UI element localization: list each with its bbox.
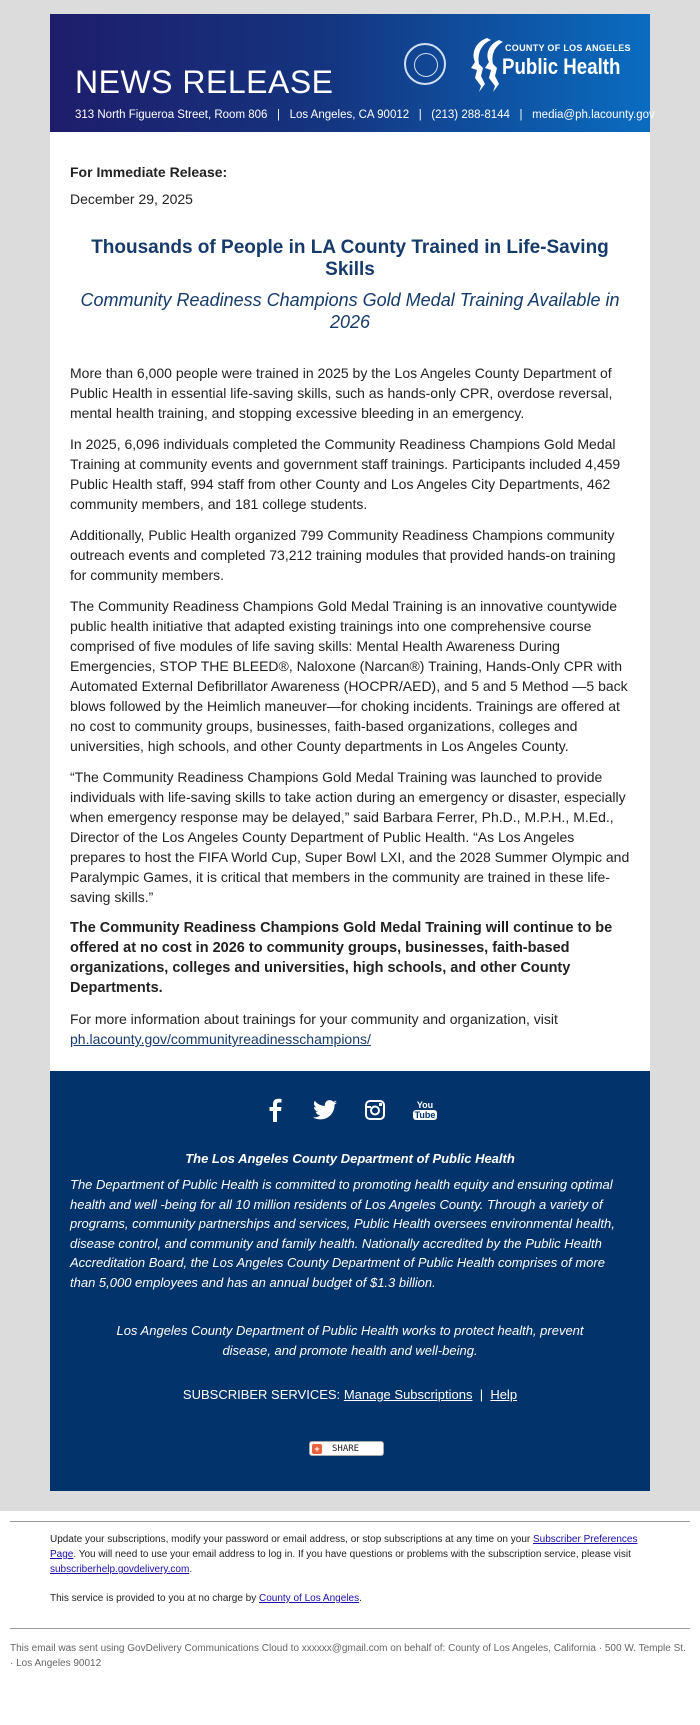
service-notice [50, 1591, 650, 1606]
public-health-logo-icon [465, 36, 505, 92]
release-title: Thousands of People in LA County Trained in Life-Saving Skills [91, 237, 609, 280]
service-text: This service is provided to you at no charge by [50, 1593, 259, 1604]
more-info-paragraph [70, 1009, 630, 1049]
paragraph: The Community Readiness Champions Gold Medal Training is an innovative countywide public health initiative that adapted existing trainings into one comprehensive course comprised of five modules of life saving skills: Mental Health Awareness During Emergencies, STOP THE BLEED®, Naloxone (Narcan®) Training, Hands-Only CPR with Automated External Defibrillator Awareness (HOCPR/AED), and 5 and 5 Method —5 back blows followed by the Heimlich maneuver—for choking incidents. Trainings are offered at no cost to community groups, businesses, faith-based organizations, colleges and universities, high schools, and other County departments in Los Angeles County. [70, 598, 628, 754]
footer-about: The Department of Public Health is committed to promoting health equity and ensuring optimal health and well -being for all 10 million residents of Los Angeles County. Through a variety of programs, community partnerships and services, Public Health oversees environmental health, disease control, and community and family health. Nationally accredited by the Public Health Accreditation Board, the Los Angeles County Department of Public Health comprises of more than 5,000 employees and has an annual budget of $1.3 billion. [70, 1177, 615, 1290]
youtube-tube-text: Tube [414, 1110, 436, 1120]
more-info-text: For more information about trainings for your community and organization, visit [70, 1011, 558, 1027]
release-body [50, 132, 650, 1071]
help-link[interactable]: Help [490, 1387, 518, 1402]
banner-title: NEWS RELEASE [75, 64, 334, 100]
divider [10, 1628, 690, 1629]
youtube-icon[interactable] [412, 1097, 438, 1123]
social-links [50, 1097, 650, 1123]
share-button[interactable] [309, 1441, 384, 1456]
quote-paragraph: “The Community Readiness Champions Gold Medal Training was launched to provide individuals with life-saving skills to take action during an emergency or disaster, especially when emergency response may be delayed,” said Barbara Ferrer, Ph.D., M.P.H., M.Ed., Director of the Los Angeles County Department of Public Health. “As Los Angeles prepares to host the FIFA World Cup, Super Bowl LXI, and the 2028 Summer Olympic and Paralympic Games, it is critical that members in the community are trained in these life-saving skills.” [70, 769, 630, 905]
readiness-champions-link[interactable]: ph.lacounty.gov/communityreadinesschampions/ [70, 1031, 371, 1047]
instagram-icon[interactable] [362, 1097, 388, 1123]
county-seal-icon [404, 43, 446, 85]
notice-text: Update your subscriptions, modify your password or email address, or stop subscriptions at any time on your [50, 1534, 533, 1545]
notice-text: . You will need to use your email address to log in. If you have questions or problems with the subscription service, please visit [73, 1549, 631, 1560]
county-link[interactable]: County of Los Angeles [259, 1593, 360, 1604]
subscriber-services [50, 1387, 650, 1402]
subscriber-label: SUBSCRIBER SERVICES: [182, 1387, 341, 1402]
subscription-notice [50, 1532, 650, 1577]
share-label: SHARE [332, 1443, 360, 1454]
logo-county-text: COUNTY OF LOS ANGELES [505, 43, 631, 53]
release-subtitle: Community Readiness Champions Gold Medal Training Available in 2026 [80, 290, 620, 332]
footer-motto: Los Angeles County Department of Public Health works to protect health, prevent disease, and promote health and well-being. [116, 1323, 584, 1358]
manage-subscriptions-link[interactable]: Manage Subscriptions [343, 1387, 473, 1402]
twitter-icon[interactable] [312, 1097, 338, 1123]
footer [50, 1071, 650, 1491]
news-release-banner [50, 14, 655, 132]
release-label: For Immediate Release: [70, 164, 228, 180]
period: . [189, 1564, 193, 1575]
period: . [359, 1593, 362, 1604]
paragraph: More than 6,000 people were trained in 2025 by the Los Angeles County Department of Public Health in essential life-saving skills, such as hands-only CPR, overdose reversal, mental health training, and stopping excessive bleeding in an emergency. [70, 365, 613, 421]
separator: | [479, 1387, 484, 1402]
footer-heading: The Los Angeles County Department of Public Health [185, 1151, 515, 1166]
sent-notice: This email was sent using GovDelivery Communications Cloud to xxxxxx@gmail.com on behalf of: County of Los Angeles, California · 500 W. Temple St. · Los Angeles 90012 [10, 1643, 686, 1669]
divider [10, 1521, 690, 1522]
plus-icon: + [312, 1444, 322, 1454]
banner-contact-line: 313 North Figueroa Street, Room 806 | Los Angeles, CA 90012 | (213) 288-8144 | media@ph.lacounty.gov [75, 109, 655, 121]
paragraph: In 2025, 6,096 individuals completed the Community Readiness Champions Gold Medal Training at community events and government staff trainings. Participants included 4,459 Public Health staff, 994 staff from other County and Los Angeles City Departments, 462 community members, and 181 college students. [70, 436, 621, 512]
facebook-icon[interactable] [262, 1097, 288, 1123]
subscriber-help-link[interactable]: subscriberhelp.govdelivery.com [50, 1564, 190, 1575]
paragraph: Additionally, Public Health organized 799 Community Readiness Champions community outreach events and completed 73,212 training modules that provided hands-on training for community members. [70, 527, 616, 583]
release-date: December 29, 2025 [70, 191, 193, 207]
logo-public-health-text: Public Health [502, 54, 621, 79]
bold-paragraph: The Community Readiness Champions Gold Medal Training will continue to be offered at no cost in 2026 to community groups, businesses, faith-based organizations, colleges and universities, high schools, and other County Departments. [70, 920, 613, 996]
subscriber-preferences-link[interactable]: Subscriber Preferences Page [50, 1534, 638, 1560]
youtube-you-text: You [416, 1100, 434, 1110]
